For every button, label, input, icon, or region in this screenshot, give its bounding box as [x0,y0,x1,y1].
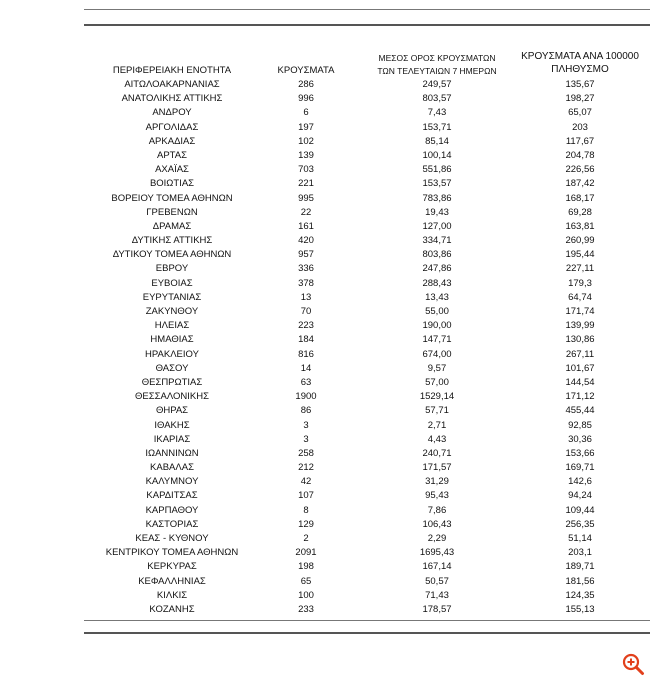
table-row [84,362,650,376]
header-cases-label: ΚΡΟΥΣΜΑΤΑ [277,65,335,76]
avg7-cell: 100,14 [422,149,452,161]
table-body [84,78,650,617]
top-rule-thin [84,9,650,10]
region-cell: ΚΑΣΤΟΡΙΑΣ [145,518,199,530]
region-cell: ΑΝΔΡΟΥ [152,107,192,119]
region-cell: ΔΡΑΜΑΣ [152,220,192,232]
per100k-cell: 187,42 [565,178,595,190]
header-region [84,64,260,77]
region-cell: ΚΑΡΔΙΤΣΑΣ [146,490,198,502]
avg7-cell: 334,71 [422,235,452,247]
per100k-cell: 51,14 [568,533,592,544]
header-avg7-line2: ΤΩΝ ΤΕΛΕΥΤΑΙΩΝ 7 ΗΜΕΡΩΝ [377,66,497,76]
avg7-cell: 9,57 [427,362,447,374]
table-row [84,192,650,206]
table-row [84,234,650,248]
avg7-cell: 2,71 [427,419,447,431]
region-cell: ΚΟΖΑΝΗΣ [149,603,195,615]
per100k-cell: 69,28 [568,206,592,218]
region-cell: ΗΛΕΙΑΣ [154,320,190,332]
per100k-cell: 198,27 [565,93,595,105]
region-cell: ΚΑΒΑΛΑΣ [150,462,194,474]
per100k-cell: 203,1 [568,547,592,559]
avg7-cell: 127,00 [422,220,452,232]
region-cell: ΓΡΕΒΕΝΩΝ [146,206,198,218]
per100k-cell: 168,17 [565,192,595,204]
per100k-cell: 65,07 [568,107,592,119]
region-cell: ΔΥΤΙΚΗΣ ΑΤΤΙΚΗΣ [131,235,213,247]
table-row [84,121,650,135]
cases-cell: 8 [303,504,309,516]
table-row [84,135,650,149]
per100k-cell: 163,81 [565,220,595,232]
avg7-cell: 50,57 [425,575,449,587]
region-cell: ΕΥΡΥΤΑΝΙΑΣ [142,291,202,303]
cases-cell: 996 [298,93,314,105]
per100k-cell: 195,44 [565,249,595,261]
per100k-cell: 64,74 [568,291,592,303]
cases-cell: 2091 [295,547,317,559]
per100k-cell: 171,74 [565,306,595,317]
cases-cell: 957 [298,249,314,261]
avg7-cell: 13,43 [425,291,449,303]
avg7-cell: 674,00 [422,348,452,360]
table-row [84,319,650,333]
region-cell: ΘΗΡΑΣ [155,405,189,417]
cases-cell: 233 [298,603,314,615]
cases-cell: 70 [300,306,312,317]
avg7-cell: 85,14 [425,135,449,147]
per100k-cell: 142,6 [568,476,592,488]
per100k-cell: 153,66 [565,447,595,459]
region-cell: ΑΝΑΤΟΛΙΚΗΣ ΑΤΤΙΚΗΣ [121,93,223,105]
header-per100k-line2: ΠΛΗΘΥΣΜΟ [551,64,609,75]
per100k-cell: 455,44 [565,405,595,417]
table-row [84,419,650,433]
per100k-cell: 171,12 [565,391,595,403]
per100k-cell: 117,67 [565,135,595,147]
table-row [84,262,650,276]
avg7-cell: 31,29 [425,476,449,488]
cases-cell: 14 [300,362,312,374]
avg7-cell: 803,86 [422,249,452,261]
table-row [84,220,650,234]
region-cell: ΕΥΒΟΙΑΣ [151,277,193,289]
region-cell: ΚΕΦΑΛΛΗΝΙΑΣ [138,575,206,587]
cases-cell: 221 [298,178,314,190]
cases-cell: 63 [300,376,312,388]
region-cell: ΙΩΑΝΝΙΝΩΝ [145,447,199,459]
per100k-cell: 135,67 [565,79,595,90]
per100k-cell: 204,78 [565,149,595,161]
avg7-cell: 55,00 [425,306,449,317]
avg7-cell: 249,57 [422,79,452,90]
per100k-cell: 144,54 [565,376,595,388]
region-cell: ΚΕΡΚΥΡΑΣ [147,561,197,573]
avg7-cell: 551,86 [422,164,452,176]
cases-cell: 286 [298,79,314,90]
cases-cell: 100 [298,589,314,601]
cases-cell: 65 [300,575,312,587]
avg7-cell: 19,43 [425,206,449,218]
region-cell: ΔΥΤΙΚΟΥ ΤΟΜΕΑ ΑΘΗΝΩΝ [112,249,232,261]
top-rule-thick [84,24,650,26]
avg7-cell: 147,71 [422,334,452,346]
avg7-cell: 71,43 [425,589,449,601]
region-cell: ΒΟΙΩΤΙΑΣ [149,178,195,190]
region-cell: ΒΟΡΕΙΟΥ ΤΟΜΕΑ ΑΘΗΝΩΝ [111,192,233,204]
per100k-cell: 30,36 [568,433,592,445]
avg7-cell: 178,57 [422,603,452,615]
per100k-cell: 109,44 [565,504,595,516]
avg7-cell: 783,86 [422,192,452,204]
region-cell: ΚΑΛΥΜΝΟΥ [145,476,199,488]
header-per100k-line1: ΚΡΟΥΣΜΑΤΑ ΑΝΑ 100000 [521,51,639,62]
per100k-cell: 181,56 [565,575,595,587]
cases-cell: 995 [298,192,314,204]
table-row [84,149,650,163]
table-row [84,489,650,503]
region-cell: ΑΡΚΑΔΙΑΣ [148,135,196,147]
table-row [84,291,650,305]
table-row [84,92,650,106]
table-row [84,504,650,518]
region-cell: ΑΙΤΩΛΟΑΚΑΡΝΑΝΙΑΣ [124,79,220,90]
region-cell: ΑΧΑΪΑΣ [155,164,189,176]
cases-cell: 6 [303,107,309,119]
per100k-cell: 139,99 [565,320,595,332]
table-row [84,575,650,589]
avg7-cell: 190,00 [422,320,452,332]
header-region-label: ΠΕΡΙΦΕΡΕΙΑΚΗ ΕΝΟΤΗΤΑ [112,65,232,76]
cases-cell: 212 [298,462,314,474]
cases-cell: 139 [298,149,314,161]
avg7-cell: 153,57 [422,178,452,190]
table-row [84,106,650,120]
cases-cell: 3 [303,419,309,431]
table-row [84,518,650,532]
per100k-cell: 260,99 [565,235,595,247]
per100k-cell: 130,86 [565,334,595,346]
avg7-cell: 288,43 [422,277,452,289]
region-cell: ΑΡΓΟΛΙΔΑΣ [145,121,199,133]
table-row [84,433,650,447]
per100k-cell: 226,56 [565,164,595,176]
cases-cell: 13 [300,291,312,303]
header-avg7 [372,52,502,78]
per100k-cell: 203 [572,121,588,133]
table-row [84,546,650,560]
cases-cell: 184 [298,334,314,346]
cases-cell: 258 [298,447,314,459]
table-row [84,78,650,92]
region-cell: ΕΒΡΟΥ [155,263,189,275]
zoom-in-icon[interactable] [621,652,645,676]
cases-cell: 816 [298,348,314,360]
table-row [84,163,650,177]
table-row [84,390,650,404]
avg7-cell: 240,71 [422,447,452,459]
avg7-cell: 803,57 [422,93,452,105]
avg7-cell: 153,71 [422,121,452,133]
cases-cell: 107 [298,490,314,502]
avg7-cell: 171,57 [422,462,452,474]
avg7-cell: 106,43 [422,518,452,530]
per100k-cell: 169,71 [565,462,595,474]
avg7-cell: 95,43 [425,490,449,502]
avg7-cell: 1529,14 [419,391,455,403]
per100k-cell: 94,24 [568,490,592,502]
table-row [84,333,650,347]
table-row [84,603,650,617]
table-row [84,206,650,220]
region-cell: ΘΕΣΠΡΩΤΙΑΣ [141,376,203,388]
avg7-cell: 4,43 [427,433,447,445]
table-row [84,376,650,390]
avg7-cell: 7,43 [427,107,447,119]
table-row [84,348,650,362]
header-avg7-line1: ΜΕΣΟΣ ΟΡΟΣ ΚΡΟΥΣΜΑΤΩΝ [378,53,496,63]
region-cell: ΘΑΣΟΥ [155,362,189,374]
cases-cell: 336 [298,263,314,275]
cases-cell: 42 [300,476,312,488]
per100k-cell: 189,71 [565,561,595,573]
avg7-cell: 167,14 [422,561,452,573]
cases-cell: 198 [298,561,314,573]
cases-cell: 703 [298,164,314,176]
region-cell: ΗΡΑΚΛΕΙΟΥ [145,348,199,360]
per100k-cell: 101,67 [565,362,595,374]
table-row [84,475,650,489]
region-cell: ΖΑΚΥΝΘΟΥ [145,306,199,317]
table-row [84,447,650,461]
per100k-cell: 267,11 [565,348,595,360]
table-row [84,589,650,603]
region-cell: ΗΜΑΘΙΑΣ [150,334,194,346]
table-row [84,532,650,546]
cases-cell: 2 [303,533,309,544]
cases-cell: 102 [298,135,314,147]
bottom-rule-thick [84,632,650,634]
cases-cell: 223 [298,320,314,332]
table-row [84,560,650,574]
region-cell: ΚΑΡΠΑΘΟΥ [145,504,199,516]
per100k-cell: 179,3 [568,277,592,289]
avg7-cell: 247,86 [422,263,452,275]
cases-cell: 1900 [295,391,317,403]
header-per100k [510,50,650,76]
bottom-rule-thin [84,620,650,621]
per100k-cell: 124,35 [565,589,595,601]
avg7-cell: 57,71 [425,405,449,417]
cases-cell: 3 [303,433,309,445]
region-cell: ΚΕΑΣ - ΚΥΘΝΟΥ [135,533,209,544]
cases-cell: 22 [300,206,312,218]
table-row [84,461,650,475]
avg7-cell: 1695,43 [419,547,455,559]
header-cases [268,64,344,77]
region-cell: ΑΡΤΑΣ [157,149,187,161]
table-row [84,277,650,291]
per100k-cell: 227,11 [565,263,595,275]
per100k-cell: 155,13 [565,603,595,615]
table-row [84,404,650,418]
table-row [84,305,650,319]
cases-cell: 420 [298,235,314,247]
avg7-cell: 57,00 [425,376,449,388]
cases-cell: 129 [298,518,314,530]
cases-cell: 378 [298,277,314,289]
cases-cell: 86 [300,405,312,417]
table-row [84,248,650,262]
cases-cell: 197 [298,121,314,133]
avg7-cell: 2,29 [427,533,447,544]
region-cell: ΙΚΑΡΙΑΣ [153,433,191,445]
region-cell: ΘΕΣΣΑΛΟΝΙΚΗΣ [135,391,209,403]
per100k-cell: 256,35 [565,518,595,530]
region-cell: ΚΙΛΚΙΣ [156,589,188,601]
region-cell: ΚΕΝΤΡΙΚΟΥ ΤΟΜΕΑ ΑΘΗΝΩΝ [105,547,239,559]
avg7-cell: 7,86 [427,504,447,516]
region-cell: ΙΘΑΚΗΣ [154,419,190,431]
table-row [84,177,650,191]
per100k-cell: 92,85 [568,419,592,431]
cases-cell: 161 [298,220,314,232]
